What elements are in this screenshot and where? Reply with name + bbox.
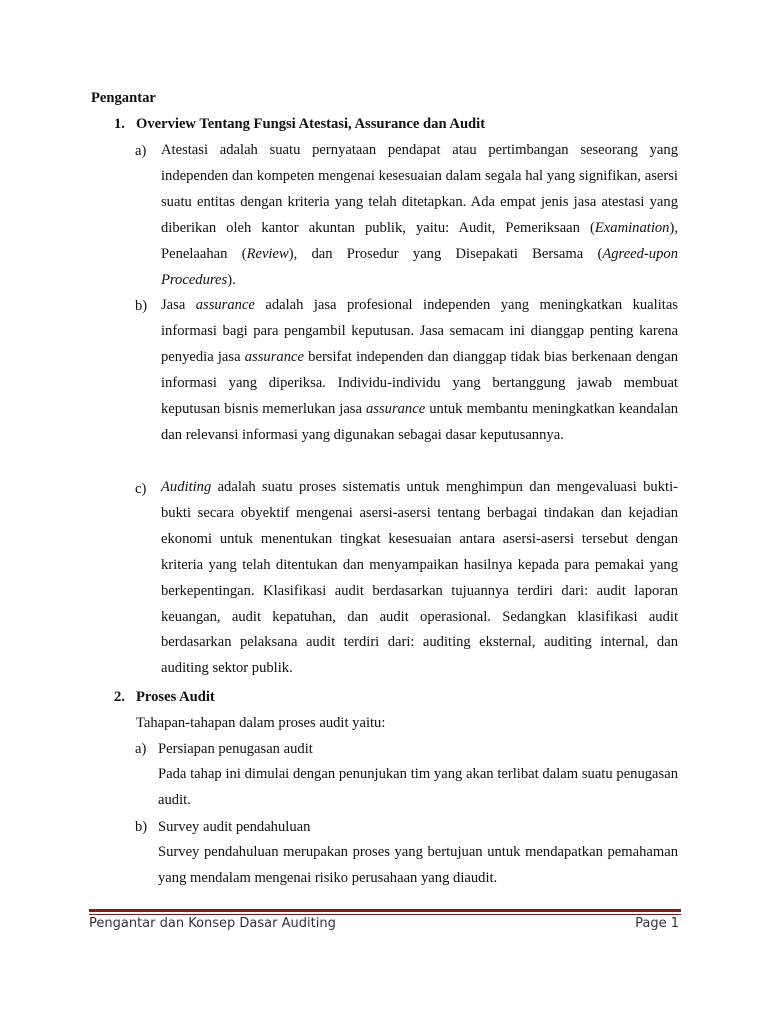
footer-rule-thick [89,909,681,912]
item-1a-marker: a) [135,143,147,159]
item-2a-text: Pada tahap ini dimulai dengan penunjukan tim yang akan terlibat dalam suatu penugasan audit. [158,766,678,808]
footer-page-number: Page 1 [635,916,679,931]
item-1c-marker: c) [135,481,147,497]
item-2a-marker: a) [135,741,147,757]
footer-title: Pengantar dan Konsep Dasar Auditing [89,916,336,931]
item-1a-paragraph: Atestasi adalah suatu pernyataan pendapat atau pertimbangan seseorang yang independen dan kompeten mengenai kesesuaian dalam segala hal yang signifikan, asersi suatu entitas dengan kriteria yang telah ditetapkan. Ada empat jenis jasa atestasi yang diberikan oleh kantor akuntan publik, yaitu: Audit, Pemeriksaan (Examination), Penelaahan (Review), dan Prosedur yang Disepakati Bersama (Agreed-upon Procedures). [161,142,678,288]
item-2b-marker: b) [135,819,148,835]
item-1c-paragraph: Auditing adalah suatu proses sistematis untuk menghimpun dan mengevaluasi bukti-bukti secara obyektif mengenai asersi-asersi tentang berbagai tindakan dan kejadian ekonomi untuk menentukan tingkat kesesuaian antara asersi-asersi tersebut dengan kriteria yang telah ditentukan dan menyampaikan hasilnya kepada para pemakai yang berkepentingan. Klasifikasi audit berdasarkan tujuannya terdiri dari: audit laporan keuangan, audit kepatuhan, dan audit operasional. Sedangkan klasifikasi audit berdasarkan pelaksana audit terdiri dari: auditing eksternal, auditing internal, dan auditing sektor publik. [161,479,678,677]
item-1b-paragraph: Jasa assurance adalah jasa profesional independen yang meningkatkan kualitas informasi bagi para pengambil keputusan. Jasa semacam ini dianggap penting karena penyedia jasa assurance bersifat independen dan dianggap tidak bias berkenaan dengan informasi yang diperiksa. Individu-individu yang bertanggung jawab membuat keputusan bisnis memerlukan jasa assurance untuk membantu meningkatkan keandalan dan relevansi informasi yang digunakan sebagai dasar keputusannya. [161,297,678,443]
section-1-number: 1. [114,116,125,132]
section-1-title: Overview Tentang Fungsi Atestasi, Assurance dan Audit [136,116,486,132]
footer-rule-thin [89,914,681,915]
page-heading: Pengantar [91,90,156,106]
item-2a-title: Persiapan penugasan audit [158,741,313,757]
item-2b-text: Survey pendahuluan merupakan proses yang bertujuan untuk mendapatkan pemahaman yang mendalam mengenai risiko perusahaan yang diaudit. [158,844,678,886]
item-1b-marker: b) [135,298,148,314]
item-2b-title: Survey audit pendahuluan [158,819,311,835]
section-2-title: Proses Audit [136,689,215,705]
section-2-number: 2. [114,689,125,705]
section-2-intro: Tahapan-tahapan dalam proses audit yaitu: [136,715,386,731]
